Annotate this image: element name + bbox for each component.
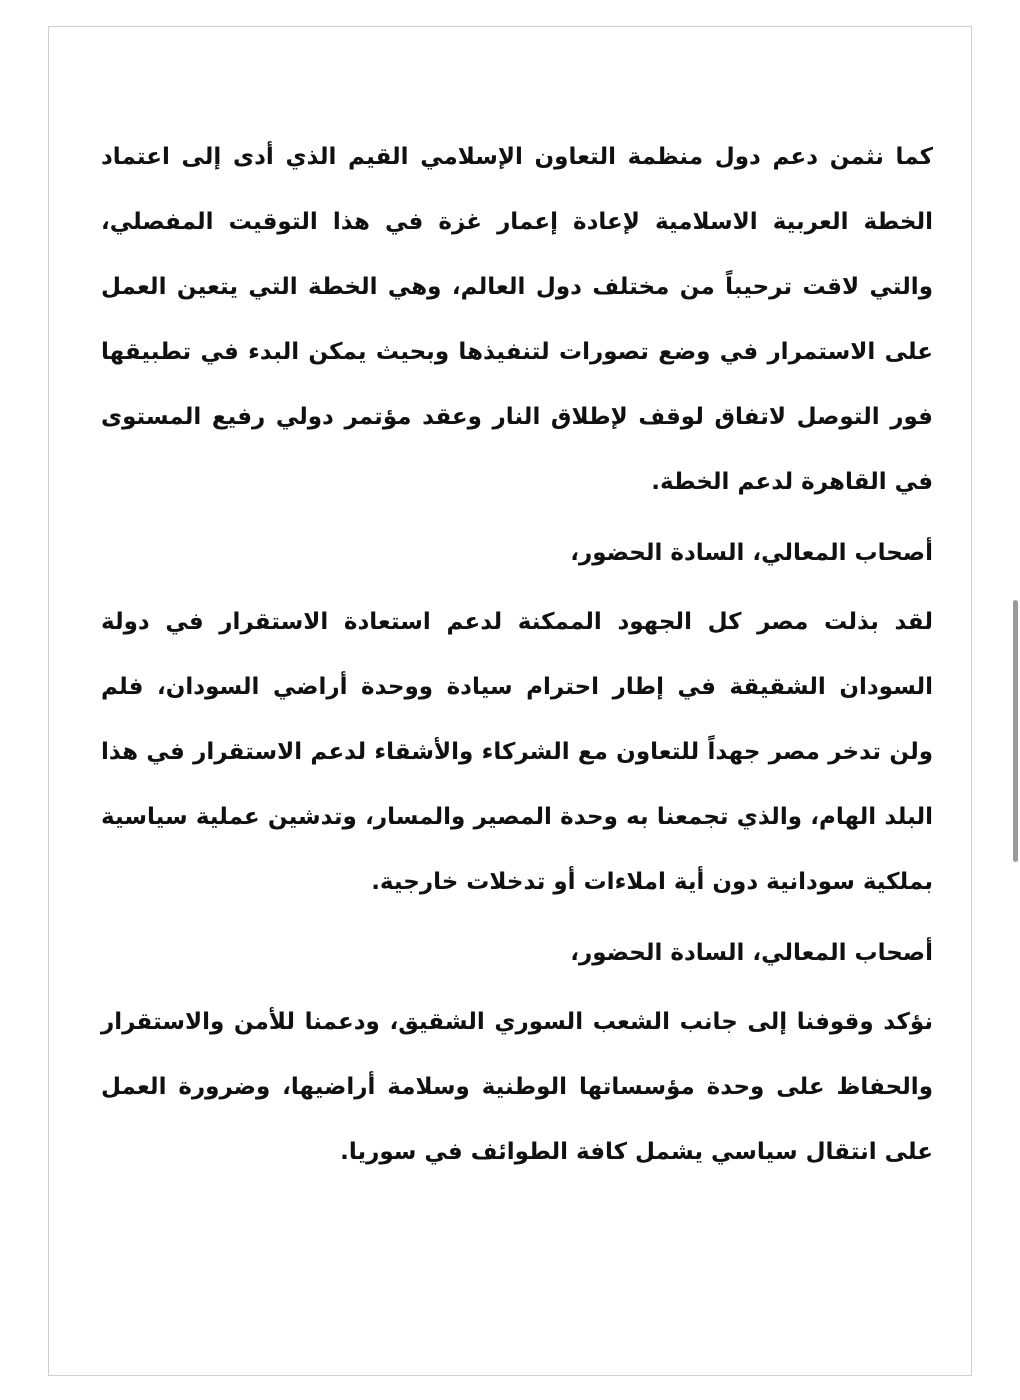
document-page: [48, 26, 972, 1376]
vertical-scrollbar[interactable]: [1013, 600, 1018, 862]
paragraph-oic-gaza-plan: كما نثمن دعم دول منظمة التعاون الإسلامي القيم الذي أدى إلى اعتماد الخطة العربية الاسلامية لإعادة إعمار غزة في هذا التوقيت المفصلي، والتي لاقت ترحيباً من مختلف دول العالم، وهي الخطة التي يتعين العمل على الاستمرار في وضع تصورات لتنفيذها وبحيث يمكن البدء في تطبيقها فور التوصل لاتفاق لوقف لإطلاق النار وعقد مؤتمر دولي رفيع المستوى في القاهرة لدعم الخطة.: [101, 144, 933, 495]
document-body: [101, 125, 933, 1185]
paragraph-syria: نؤكد وقوفنا إلى جانب الشعب السوري الشقيق، ودعمنا للأمن والاستقرار والحفاظ على وحدة مؤسساتها الوطنية وسلامة أراضيها، وضرورة العمل على انتقال سياسي يشمل كافة الطوائف في سوريا.: [101, 1009, 933, 1165]
greeting-line: أصحاب المعالي، السادة الحضور،: [570, 940, 933, 966]
greeting-line: أصحاب المعالي، السادة الحضور،: [570, 540, 933, 566]
paragraph-sudan: لقد بذلت مصر كل الجهود الممكنة لدعم استعادة الاستقرار في دولة السودان الشقيقة في إطار احترام سيادة ووحدة أراضي السودان، فلم ولن تدخر مصر جهداً للتعاون مع الشركاء والأشقاء لدعم الاستقرار في هذا البلد الهام، والذي تجمعنا به وحدة المصير والمسار، وتدشين عملية سياسية بملكية سودانية دون أية املاءات أو تدخلات خارجية.: [101, 609, 933, 895]
